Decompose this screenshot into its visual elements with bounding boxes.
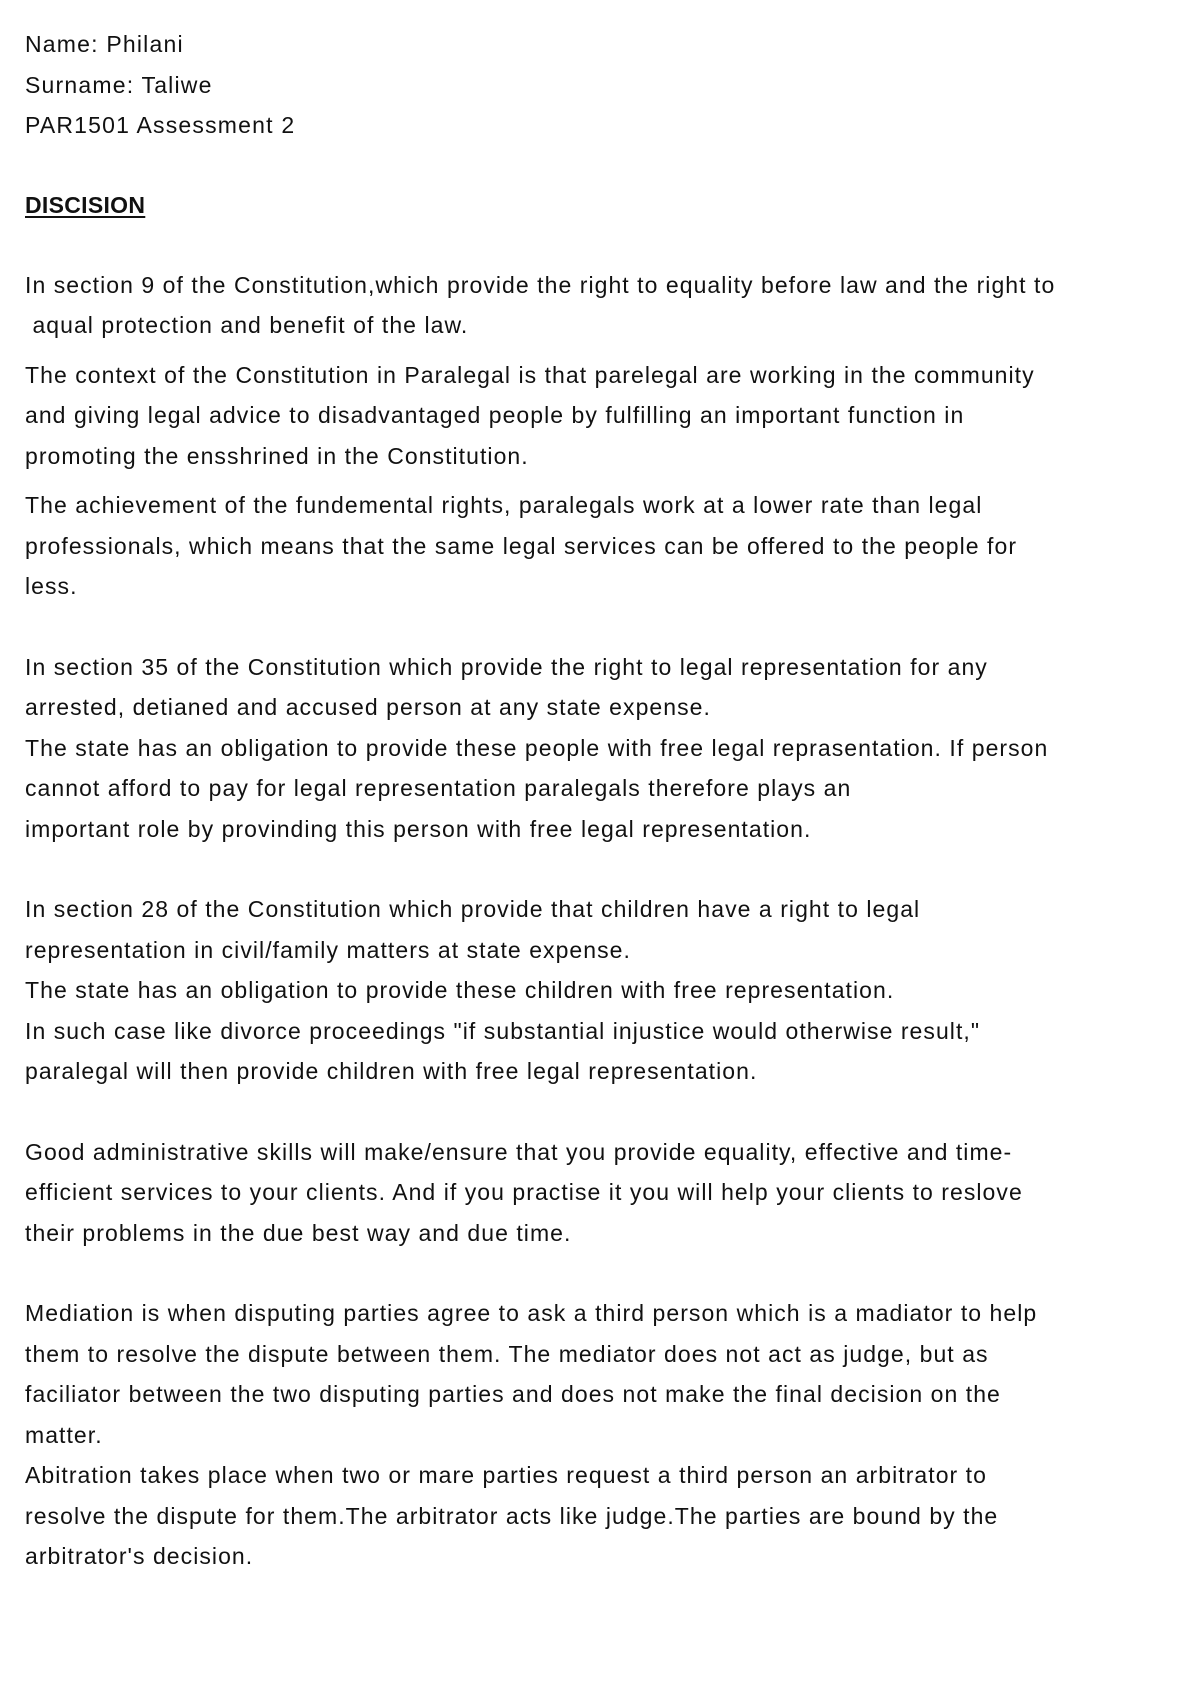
text-line: The state has an obligation to provide these people with free legal reprasentation. If person <box>25 734 1049 761</box>
paragraph-achievement <box>25 485 1195 607</box>
text-line: matter. <box>25 1421 103 1448</box>
text-line: resolve the dispute for them.The arbitrator acts like judge.The parties are bound by the <box>25 1502 999 1529</box>
text-line: The achievement of the fundemental rights, paralegals work at a lower rate than legal <box>25 492 983 518</box>
student-name: Name: Philani <box>25 31 184 57</box>
text-line: paralegal will then provide children with free legal representation. <box>25 1058 758 1084</box>
paragraph-section-9 <box>25 265 1195 346</box>
text-line: representation in civil/family matters at state expense. <box>25 936 631 963</box>
text-line: professionals, which means that the same legal services can be offered to the people for <box>25 532 1018 559</box>
text-line: arrested, detianed and accused person at any state expense. <box>25 694 711 720</box>
text-line: their problems in the due best way and due time. <box>25 1219 572 1246</box>
text-line: The context of the Constitution in Paralegal is that parelegal are working in the community <box>25 361 1035 388</box>
text-line: In such case like divorce proceedings "if substantial injustice would otherwise result," <box>25 1017 981 1044</box>
text-line: important role by provinding this person with free legal representation. <box>25 815 812 842</box>
student-surname: Surname: Taliwe <box>25 71 213 98</box>
text-line: less. <box>25 573 78 599</box>
text-line: faciliator between the two disputing parties and does not make the final decision on the <box>25 1381 1001 1407</box>
text-line: Abitration takes place when two or mare parties request a third person an arbitrator to <box>25 1462 987 1488</box>
text-line: In section 35 of the Constitution which provide the right to legal representation for any <box>25 653 988 680</box>
assessment-code: PAR1501 Assessment 2 <box>25 112 296 138</box>
text-line: The state has an obligation to provide these children with free representation. <box>25 977 895 1003</box>
text-line: efficient services to your clients. And if you practise it you will help your clients to reslove <box>25 1179 1023 1205</box>
text-line: promoting the ensshrined in the Constitution. <box>25 442 529 469</box>
text-line: In section 9 of the Constitution,which provide the right to equality before law and the right to <box>25 271 1056 298</box>
paragraph-administrative-skills <box>25 1132 1195 1254</box>
paragraph-mediation-arbitration <box>25 1293 1195 1577</box>
text-line: In section 28 of the Constitution which provide that children have a right to legal <box>25 896 921 922</box>
paragraph-section-35 <box>25 647 1195 850</box>
text-line: Mediation is when disputing parties agree to ask a third person which is a madiator to help <box>25 1300 1038 1326</box>
text-line: cannot afford to pay for legal representation paralegals therefore plays an <box>25 775 852 801</box>
paragraph-section-28 <box>25 889 1195 1092</box>
text-line: Good administrative skills will make/ensure that you provide equality, effective and time- <box>25 1138 1013 1165</box>
text-line: and giving legal advice to disadvantaged people by fulfilling an important function in <box>25 402 965 428</box>
paragraph-context <box>25 355 1195 477</box>
text-line: them to resolve the dispute between them. The mediator does not act as judge, but as <box>25 1340 989 1367</box>
text-line: arbitrator's decision. <box>25 1543 254 1569</box>
document-heading: DISCISION <box>25 191 146 218</box>
text-line: aqual protection and benefit of the law. <box>25 312 469 338</box>
